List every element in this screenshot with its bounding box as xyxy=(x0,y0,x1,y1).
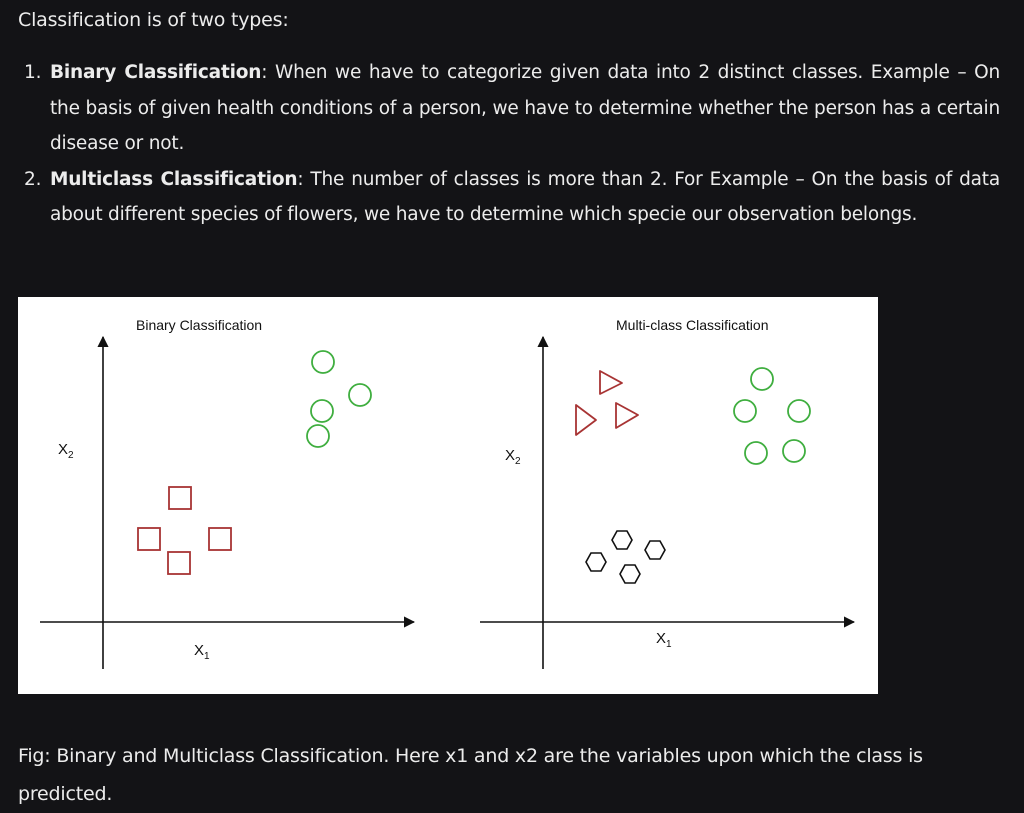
binary-title: Binary Classification xyxy=(136,317,263,333)
green-circle-point xyxy=(311,400,333,422)
red-triangle-point xyxy=(576,405,596,435)
list-description: : The number of classes is more than 2. For Example – On the basis of data about different species of flowers, we have to determine which specie our observation belongs. xyxy=(50,168,1000,225)
red-square-point xyxy=(169,487,191,509)
multiclass-x-label: $X_1$ xyxy=(656,630,672,650)
list-term: Multiclass Classification xyxy=(50,168,298,190)
multiclass-green-class xyxy=(734,368,810,464)
binary-x-label: $X_1$ xyxy=(194,642,210,662)
multiclass-red-class xyxy=(576,371,638,435)
black-hexagon-point xyxy=(586,553,606,571)
binary-green-class xyxy=(307,351,371,447)
red-square-point xyxy=(168,552,190,574)
green-circle-point xyxy=(312,351,334,373)
binary-y-label: $X_2$ xyxy=(58,441,74,461)
green-circle-point xyxy=(307,425,329,447)
green-circle-point xyxy=(783,440,805,462)
list-description: : When we have to categorize given data into 2 distinct classes. Example – On the basis of given health conditions of a person, we have to determine whether the person has a certain disease or not. xyxy=(50,62,1000,154)
green-circle-point xyxy=(349,384,371,406)
classification-types-list xyxy=(24,55,1000,233)
red-square-point xyxy=(138,528,160,550)
list-number: 1. xyxy=(24,62,42,83)
green-circle-point xyxy=(788,400,810,422)
classification-diagram xyxy=(18,297,878,694)
multiclass-y-label: $X_2$ xyxy=(505,447,521,467)
figure-caption: Fig: Binary and Multiclass Classification. Here x1 and x2 are the variables upon which the class is predicted. xyxy=(18,745,923,805)
multiclass-title: Multi-class Classification xyxy=(616,317,769,333)
classification-figure xyxy=(18,297,878,694)
multiclass-panel xyxy=(480,317,854,669)
list-term: Binary Classification xyxy=(50,62,262,83)
green-circle-point xyxy=(734,400,756,422)
intro-text: Classification is of two types: xyxy=(18,9,289,31)
black-hexagon-point xyxy=(620,565,640,583)
list-item-multiclass xyxy=(24,162,1000,233)
black-hexagon-point xyxy=(645,541,665,559)
list-item-binary xyxy=(24,55,1000,162)
binary-red-class xyxy=(138,487,231,574)
multiclass-black-class xyxy=(586,531,665,583)
binary-panel xyxy=(40,317,414,669)
black-hexagon-point xyxy=(612,531,632,549)
red-triangle-point xyxy=(616,403,638,428)
green-circle-point xyxy=(751,368,773,390)
red-square-point xyxy=(209,528,231,550)
list-number: 2. xyxy=(24,168,42,190)
red-triangle-point xyxy=(600,371,622,394)
green-circle-point xyxy=(745,442,767,464)
